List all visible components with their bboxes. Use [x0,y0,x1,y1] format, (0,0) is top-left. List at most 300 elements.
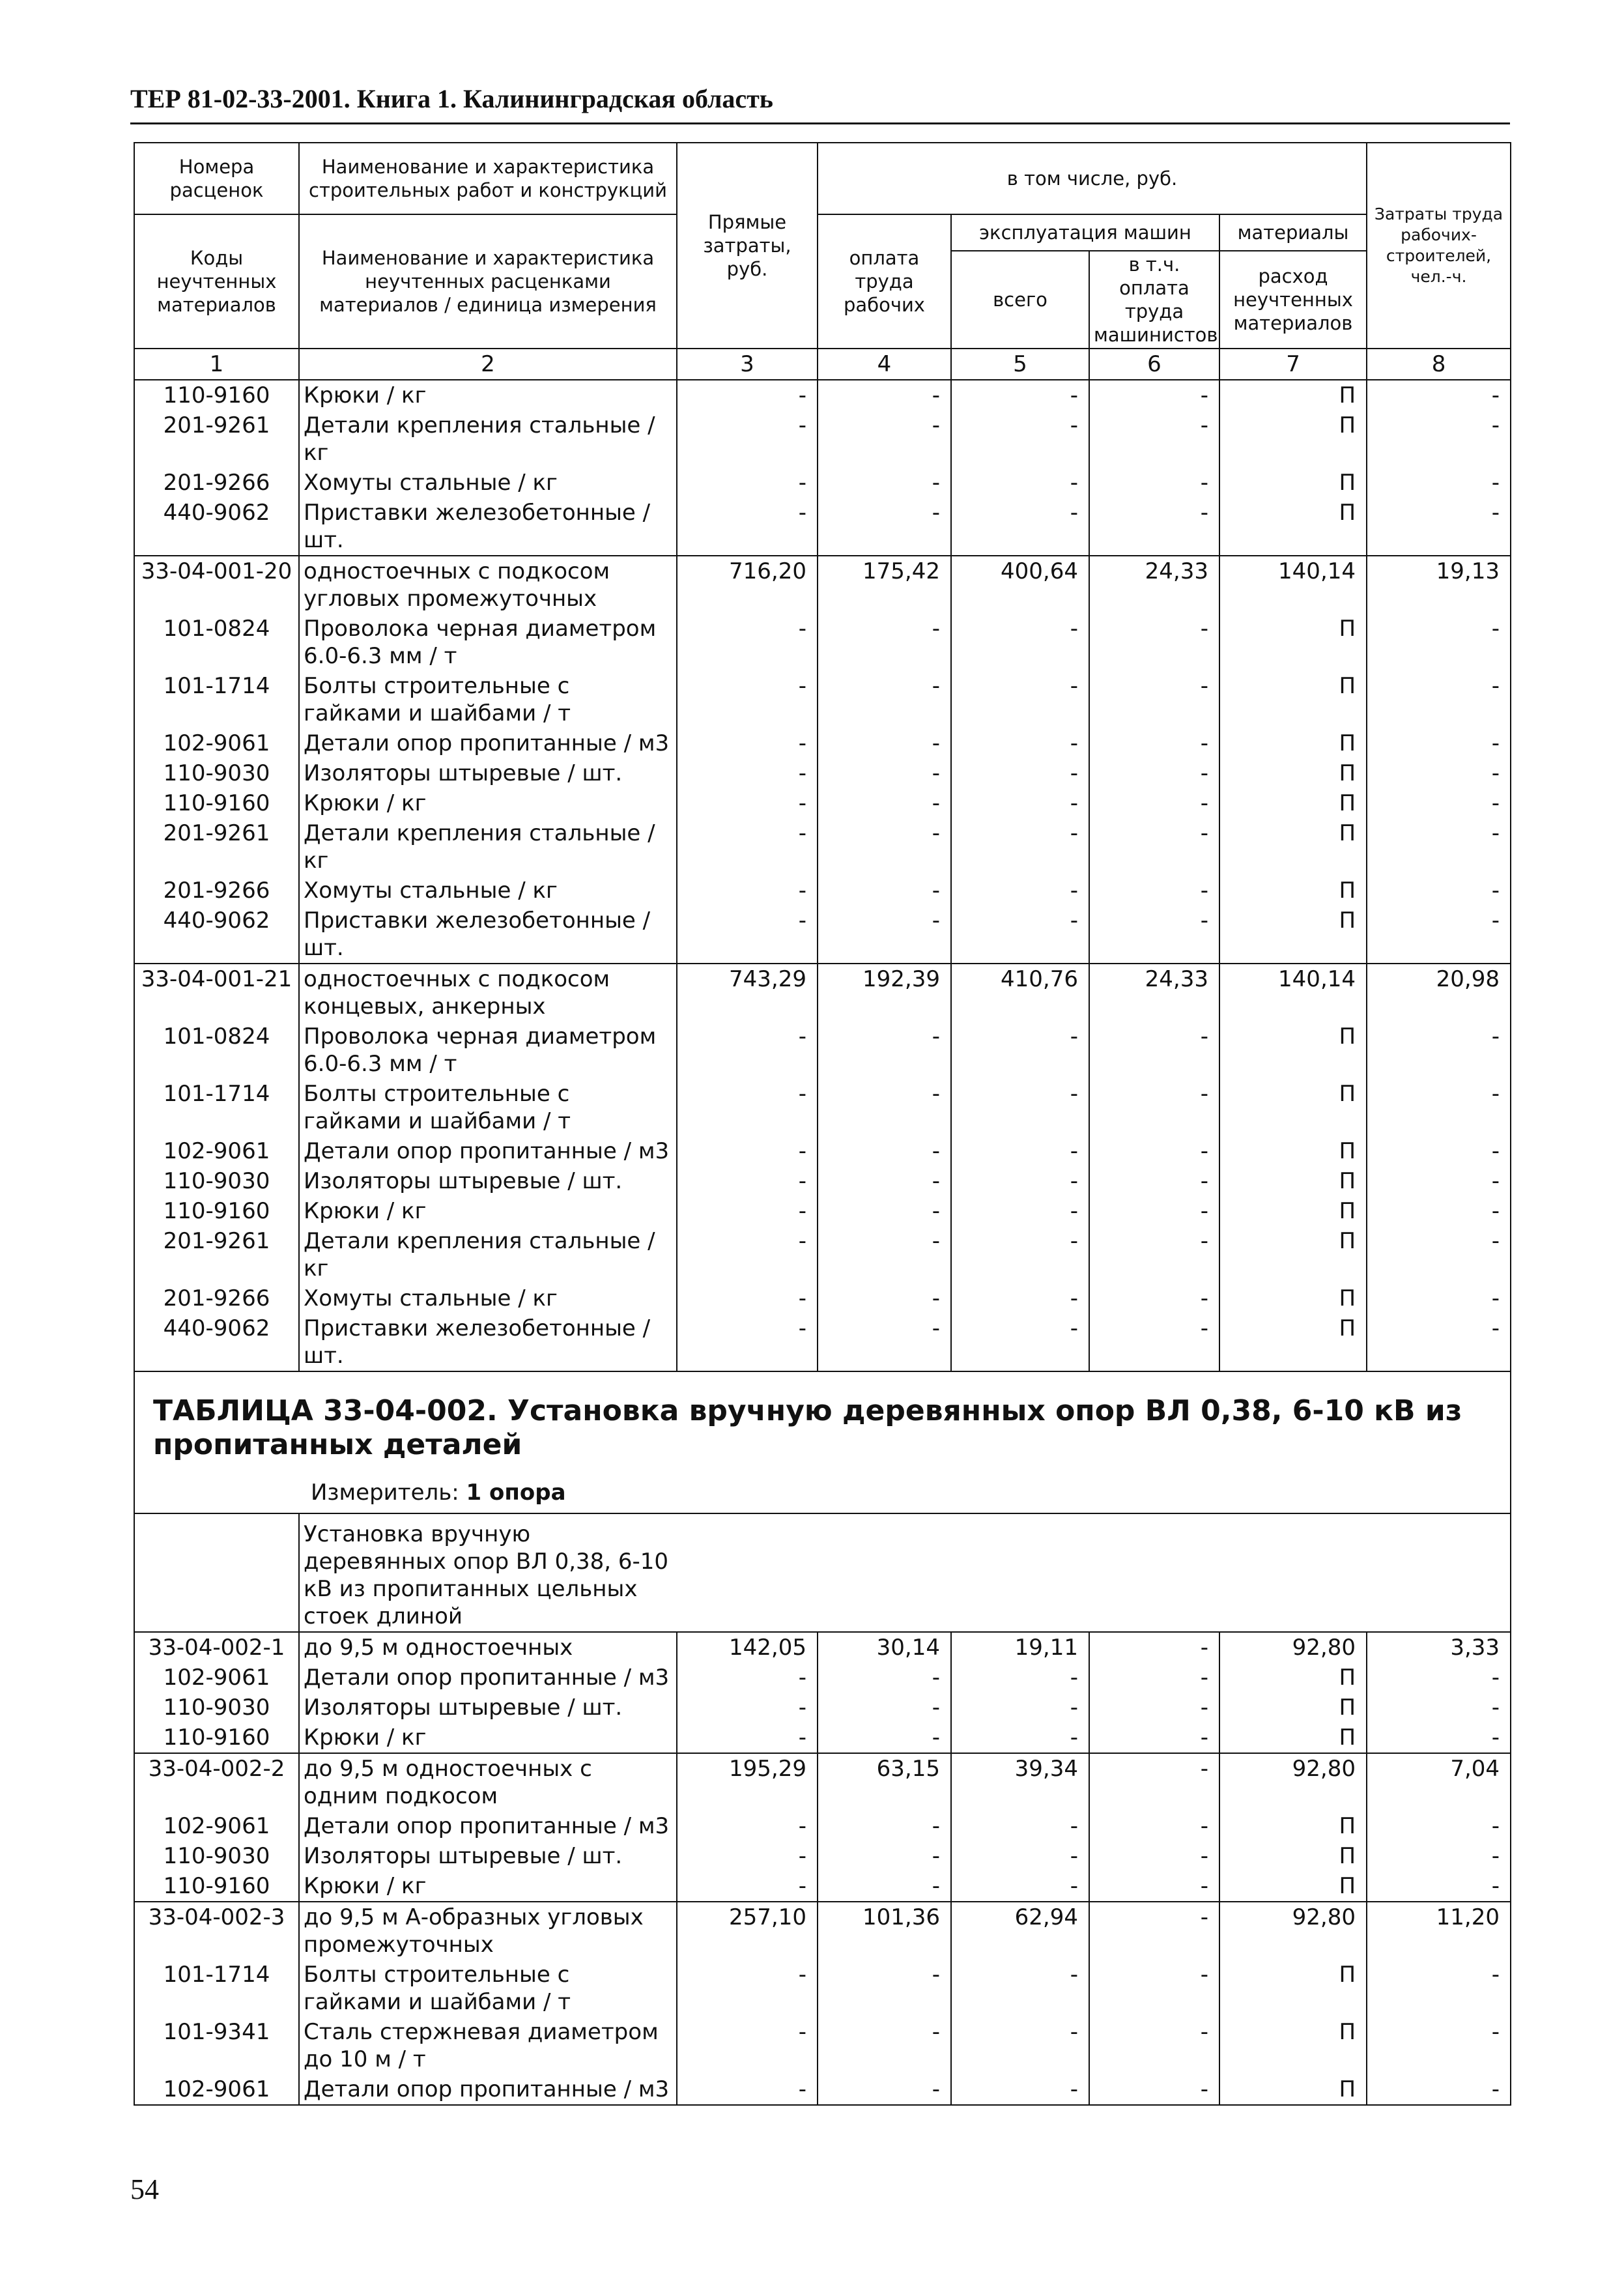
item-name-cell: до 9,5 м одностоечных [299,1632,677,1663]
material-row [134,1136,1511,1166]
material-row [134,758,1511,788]
direct-costs-cell: 142,05 [677,1632,818,1663]
machinists-wages-cell: - [1089,906,1219,964]
item-name-cell: Хомуты стальные / кг [299,1283,677,1313]
item-name-cell: до 9,5 м А-образных угловых промежуточных [299,1902,677,1960]
rate-code-cell: 110-9160 [134,1871,299,1902]
item-name-cell: Приставки железобетонные / шт. [299,498,677,556]
materials-cell: П [1219,671,1367,728]
direct-costs-cell: - [677,1166,818,1196]
machines-total-cell: - [951,614,1089,671]
labor-costs-cell: - [1367,1166,1511,1196]
machines-total-cell: - [951,1723,1089,1753]
labor-costs-cell: - [1367,1283,1511,1313]
material-row [134,380,1511,410]
machines-total-cell: - [951,2074,1089,2105]
rate-code-cell: 101-1714 [134,1960,299,2017]
header-materials: материалы [1219,214,1367,251]
material-row [134,2017,1511,2074]
wages-cell: - [818,1663,951,1693]
rate-code-cell: 101-0824 [134,614,299,671]
item-name-cell: Крюки / кг [299,1723,677,1753]
material-row [134,1871,1511,1902]
direct-costs-cell: - [677,498,818,556]
machinists-wages-cell: - [1089,1283,1219,1313]
machines-total-cell: - [951,1226,1089,1283]
material-row [134,1693,1511,1723]
rate-row [134,1632,1511,1663]
machines-total-cell: - [951,1663,1089,1693]
column-number: 1 [134,349,299,380]
labor-costs-cell: - [1367,1226,1511,1283]
rate-code-cell: 102-9061 [134,728,299,758]
rate-code-cell: 110-9160 [134,1723,299,1753]
wages-cell: - [818,1079,951,1136]
item-name-cell: до 9,5 м одностоечных с одним подкосом [299,1753,677,1811]
wages-cell: - [818,2074,951,2105]
machines-total-cell: - [951,728,1089,758]
item-name-cell: Проволока черная диаметром 6.0-6.3 мм / т [299,1022,677,1079]
rate-code-cell: 101-1714 [134,1079,299,1136]
header-code-materials: Коды неучтенных материалов [134,214,299,349]
item-name-cell: Детали опор пропитанные / м3 [299,2074,677,2105]
materials-cell: П [1219,1811,1367,1841]
header-direct-costs: Прямые затраты, руб. [677,143,818,349]
materials-cell: П [1219,788,1367,818]
wages-cell: - [818,671,951,728]
rate-code-cell: 201-9266 [134,1283,299,1313]
machinists-wages-cell: 24,33 [1089,556,1219,614]
materials-cell: 92,80 [1219,1902,1367,1960]
rate-code-cell: 110-9030 [134,1166,299,1196]
materials-cell: П [1219,468,1367,498]
direct-costs-cell: - [677,1663,818,1693]
wages-cell: - [818,1960,951,2017]
header-name-materials: Наименование и характеристика неучтенных расценками материалов / единица измерения [299,214,677,349]
direct-costs-cell: 716,20 [677,556,818,614]
wages-cell: - [818,1693,951,1723]
wages-cell: - [818,410,951,468]
direct-costs-cell: - [677,1226,818,1283]
machines-total-cell: - [951,410,1089,468]
machines-total-cell: - [951,1136,1089,1166]
materials-cell: П [1219,614,1367,671]
material-row [134,906,1511,964]
machines-total-cell: - [951,758,1089,788]
direct-costs-cell: - [677,410,818,468]
direct-costs-cell: - [677,468,818,498]
machinists-wages-cell: - [1089,1902,1219,1960]
wages-cell: - [818,906,951,964]
wages-cell: - [818,876,951,906]
machines-total-cell: - [951,380,1089,410]
rate-code-cell: 102-9061 [134,1136,299,1166]
labor-costs-cell: - [1367,906,1511,964]
item-name-cell: Крюки / кг [299,788,677,818]
document-running-header: ТЕР 81-02-33-2001. Книга 1. Калининградская область [130,84,773,113]
column-number: 4 [818,349,951,380]
column-number: 7 [1219,349,1367,380]
column-number: 3 [677,349,818,380]
rate-code-cell: 440-9062 [134,1313,299,1371]
materials-cell: П [1219,1283,1367,1313]
item-name-cell: одностоечных с подкосом концевых, анкерных [299,964,677,1022]
materials-cell: 140,14 [1219,556,1367,614]
materials-cell: П [1219,1022,1367,1079]
materials-cell: 92,80 [1219,1753,1367,1811]
machinists-wages-cell: 24,33 [1089,964,1219,1022]
direct-costs-cell: - [677,1022,818,1079]
materials-cell: П [1219,410,1367,468]
item-name-cell: Хомуты стальные / кг [299,468,677,498]
labor-costs-cell: - [1367,614,1511,671]
machinists-wages-cell: - [1089,1723,1219,1753]
labor-costs-cell: - [1367,1693,1511,1723]
wages-cell: 63,15 [818,1753,951,1811]
labor-costs-cell: - [1367,2017,1511,2074]
direct-costs-cell: - [677,671,818,728]
machinists-wages-cell: - [1089,1753,1219,1811]
measure-value: 1 опора [466,1480,566,1506]
item-name-cell: Детали крепления стальные / кг [299,1226,677,1283]
machinists-wages-cell: - [1089,876,1219,906]
column-numbers-row [134,349,1511,380]
direct-costs-cell: - [677,614,818,671]
materials-cell: П [1219,1663,1367,1693]
rate-code-cell: 110-9160 [134,788,299,818]
machinists-wages-cell: - [1089,788,1219,818]
labor-costs-cell: 19,13 [1367,556,1511,614]
rate-row [134,1753,1511,1811]
materials-cell: П [1219,498,1367,556]
header-labor-costs: Затраты труда рабочих-строителей, чел.-ч. [1367,143,1511,349]
direct-costs-cell: - [677,1079,818,1136]
item-name-cell: Крюки / кг [299,1196,677,1226]
rate-code-cell: 110-9030 [134,1841,299,1871]
wages-cell: - [818,468,951,498]
machines-total-cell: - [951,1960,1089,2017]
machines-total-cell: 19,11 [951,1632,1089,1663]
subheading-code-cell [134,1513,299,1632]
rate-code-cell: 110-9030 [134,1693,299,1723]
machinists-wages-cell: - [1089,1313,1219,1371]
rate-row [134,556,1511,614]
material-row [134,498,1511,556]
machinists-wages-cell: - [1089,1166,1219,1196]
machinists-wages-cell: - [1089,728,1219,758]
machinists-wages-cell: - [1089,1960,1219,2017]
material-row [134,818,1511,876]
machines-total-cell: - [951,671,1089,728]
item-name-cell: Детали опор пропитанные / м3 [299,1663,677,1693]
labor-costs-cell: - [1367,1871,1511,1902]
material-row [134,410,1511,468]
machines-total-cell: - [951,818,1089,876]
item-name-cell: Болты строительные с гайками и шайбами / т [299,1079,677,1136]
labor-costs-cell: 20,98 [1367,964,1511,1022]
machinists-wages-cell: - [1089,498,1219,556]
table-2-subheading [299,1513,1511,1632]
labor-costs-cell: - [1367,788,1511,818]
column-number: 2 [299,349,677,380]
machinists-wages-cell: - [1089,818,1219,876]
direct-costs-cell: - [677,1960,818,2017]
labor-costs-cell: 3,33 [1367,1632,1511,1663]
material-row [134,1723,1511,1753]
machinists-wages-cell: - [1089,1811,1219,1841]
header-machines: эксплуатация машин [951,214,1219,251]
wages-cell: - [818,1811,951,1841]
wages-cell: - [818,1166,951,1196]
machines-total-cell: - [951,1166,1089,1196]
direct-costs-cell: - [677,876,818,906]
rate-code-cell: 33-04-002-3 [134,1902,299,1960]
rate-code-cell: 102-9061 [134,2074,299,2105]
wages-cell: 101,36 [818,1902,951,1960]
machinists-wages-cell: - [1089,671,1219,728]
materials-cell: П [1219,1960,1367,2017]
materials-cell: П [1219,1079,1367,1136]
materials-cell: П [1219,1871,1367,1902]
machines-total-cell: - [951,1871,1089,1902]
item-name-cell: Приставки железобетонные / шт. [299,1313,677,1371]
material-row [134,1022,1511,1079]
material-row [134,1841,1511,1871]
table-2-title: ТАБЛИЦА 33-04-002. Установка вручную деревянных опор ВЛ 0,38, 6-10 кВ из пропитанных деталей [153,1394,1462,1461]
material-row [134,2074,1511,2105]
rate-code-cell: 33-04-002-1 [134,1632,299,1663]
materials-cell: П [1219,2074,1367,2105]
machines-total-cell: 410,76 [951,964,1089,1022]
labor-costs-cell: - [1367,410,1511,468]
material-row [134,1079,1511,1136]
item-name-cell: Детали опор пропитанные / м3 [299,1811,677,1841]
labor-costs-cell: 11,20 [1367,1902,1511,1960]
item-name-cell: Крюки / кг [299,1871,677,1902]
machines-total-cell: - [951,876,1089,906]
machinists-wages-cell: - [1089,2017,1219,2074]
wages-cell: - [818,1283,951,1313]
machines-total-cell: - [951,1313,1089,1371]
machines-total-cell: 400,64 [951,556,1089,614]
machines-total-cell: - [951,1283,1089,1313]
item-name-cell: Хомуты стальные / кг [299,876,677,906]
materials-cell: П [1219,1196,1367,1226]
item-name-cell: Крюки / кг [299,380,677,410]
materials-cell: П [1219,876,1367,906]
machinists-wages-cell: - [1089,1136,1219,1166]
material-row [134,671,1511,728]
wages-cell: - [818,818,951,876]
machines-total-cell: - [951,468,1089,498]
column-number: 5 [951,349,1089,380]
materials-cell: П [1219,380,1367,410]
materials-cell: П [1219,2017,1367,2074]
materials-cell: П [1219,728,1367,758]
material-row [134,1166,1511,1196]
rate-code-cell: 440-9062 [134,498,299,556]
direct-costs-cell: - [677,788,818,818]
machines-total-cell: - [951,1079,1089,1136]
rate-code-cell: 102-9061 [134,1663,299,1693]
labor-costs-cell: - [1367,2074,1511,2105]
labor-costs-cell: 7,04 [1367,1753,1511,1811]
column-number: 8 [1367,349,1511,380]
machines-total-cell: - [951,788,1089,818]
machinists-wages-cell: - [1089,1871,1219,1902]
rate-code-cell: 101-9341 [134,2017,299,2074]
wages-cell: 30,14 [818,1632,951,1663]
direct-costs-cell: - [677,1196,818,1226]
machinists-wages-cell: - [1089,410,1219,468]
item-name-cell: одностоечных с подкосом угловых промежуточных [299,556,677,614]
machinists-wages-cell: - [1089,1663,1219,1693]
header-name: Наименование и характеристика строительных работ и конструкций [299,143,677,214]
rate-code-cell: 201-9266 [134,468,299,498]
item-name-cell: Изоляторы штыревые / шт. [299,1693,677,1723]
wages-cell: - [818,2017,951,2074]
direct-costs-cell: - [677,906,818,964]
wages-cell: - [818,1196,951,1226]
materials-cell: П [1219,1136,1367,1166]
direct-costs-cell: - [677,2017,818,2074]
machinists-wages-cell: - [1089,468,1219,498]
header-code: Номера расценок [134,143,299,214]
materials-cell: П [1219,1226,1367,1283]
labor-costs-cell: - [1367,380,1511,410]
machinists-wages-cell: - [1089,380,1219,410]
rate-code-cell: 110-9160 [134,1196,299,1226]
item-name-cell: Приставки железобетонные / шт. [299,906,677,964]
direct-costs-cell: - [677,818,818,876]
direct-costs-cell: - [677,1811,818,1841]
rate-code-cell: 201-9261 [134,818,299,876]
labor-costs-cell: - [1367,876,1511,906]
material-row [134,614,1511,671]
materials-cell: П [1219,1693,1367,1723]
material-row [134,1226,1511,1283]
rate-code-cell: 201-9261 [134,1226,299,1283]
direct-costs-cell: - [677,728,818,758]
table-2-title-block [134,1371,1511,1513]
material-row [134,1960,1511,2017]
machines-total-cell: 62,94 [951,1902,1089,1960]
material-row [134,1663,1511,1693]
machinists-wages-cell: - [1089,1841,1219,1871]
wages-cell: 175,42 [818,556,951,614]
labor-costs-cell: - [1367,468,1511,498]
header-machinists: в т.ч. оплата труда машинистов [1089,251,1219,349]
material-row [134,468,1511,498]
wages-cell: 192,39 [818,964,951,1022]
materials-cell: П [1219,1166,1367,1196]
machinists-wages-cell: - [1089,2074,1219,2105]
wages-cell: - [818,1723,951,1753]
direct-costs-cell: - [677,1723,818,1753]
machinists-wages-cell: - [1089,1079,1219,1136]
item-name-cell: Детали крепления стальные / кг [299,818,677,876]
machines-total-cell: - [951,1693,1089,1723]
machines-total-cell: - [951,1811,1089,1841]
direct-costs-cell: 195,29 [677,1753,818,1811]
materials-cell: 92,80 [1219,1632,1367,1663]
labor-costs-cell: - [1367,1136,1511,1166]
wages-cell: - [818,788,951,818]
material-row [134,1196,1511,1226]
machinists-wages-cell: - [1089,1632,1219,1663]
price-table [134,142,1511,2106]
material-row [134,876,1511,906]
page-number: 54 [130,2173,159,2205]
materials-cell: П [1219,758,1367,788]
wages-cell: - [818,380,951,410]
labor-costs-cell: - [1367,1811,1511,1841]
direct-costs-cell: - [677,1136,818,1166]
item-name-cell: Проволока черная диаметром 6.0-6.3 мм / т [299,614,677,671]
measure-label: Измеритель: [311,1480,459,1506]
material-row [134,1313,1511,1371]
rate-code-cell: 110-9030 [134,758,299,788]
direct-costs-cell: 257,10 [677,1902,818,1960]
item-name-cell: Изоляторы штыревые / шт. [299,758,677,788]
materials-cell: П [1219,1841,1367,1871]
item-name-cell: Детали опор пропитанные / м3 [299,728,677,758]
wages-cell: - [818,614,951,671]
labor-costs-cell: - [1367,1196,1511,1226]
direct-costs-cell: - [677,2074,818,2105]
wages-cell: - [818,1841,951,1871]
material-row [134,1811,1511,1841]
rate-code-cell: 33-04-001-21 [134,964,299,1022]
item-name-cell: Изоляторы штыревые / шт. [299,1166,677,1196]
wages-cell: - [818,1313,951,1371]
rate-code-cell: 33-04-001-20 [134,556,299,614]
wages-cell: - [818,728,951,758]
rate-code-cell: 201-9266 [134,876,299,906]
wages-cell: - [818,1871,951,1902]
header-materials-consumption: расход неучтенных материалов [1219,251,1367,349]
labor-costs-cell: - [1367,1841,1511,1871]
labor-costs-cell: - [1367,758,1511,788]
labor-costs-cell: - [1367,728,1511,758]
column-number: 6 [1089,349,1219,380]
materials-cell: П [1219,818,1367,876]
materials-cell: П [1219,1313,1367,1371]
header-rule [130,122,1510,124]
machinists-wages-cell: - [1089,1022,1219,1079]
wages-cell: - [818,498,951,556]
machinists-wages-cell: - [1089,1226,1219,1283]
rate-code-cell: 33-04-002-2 [134,1753,299,1811]
direct-costs-cell: 743,29 [677,964,818,1022]
labor-costs-cell: - [1367,1723,1511,1753]
wages-cell: - [818,758,951,788]
labor-costs-cell: - [1367,1313,1511,1371]
item-name-cell: Сталь стержневая диаметром до 10 м / т [299,2017,677,2074]
machines-total-cell: - [951,1196,1089,1226]
rate-code-cell: 440-9062 [134,906,299,964]
header-machines-total: всего [951,251,1089,349]
labor-costs-cell: - [1367,818,1511,876]
machinists-wages-cell: - [1089,1693,1219,1723]
table-body-part-1 [134,380,1511,1371]
direct-costs-cell: - [677,758,818,788]
direct-costs-cell: - [677,1313,818,1371]
table-body-part-2 [134,1632,1511,2105]
rate-code-cell: 102-9061 [134,1811,299,1841]
labor-costs-cell: - [1367,1663,1511,1693]
labor-costs-cell: - [1367,1022,1511,1079]
